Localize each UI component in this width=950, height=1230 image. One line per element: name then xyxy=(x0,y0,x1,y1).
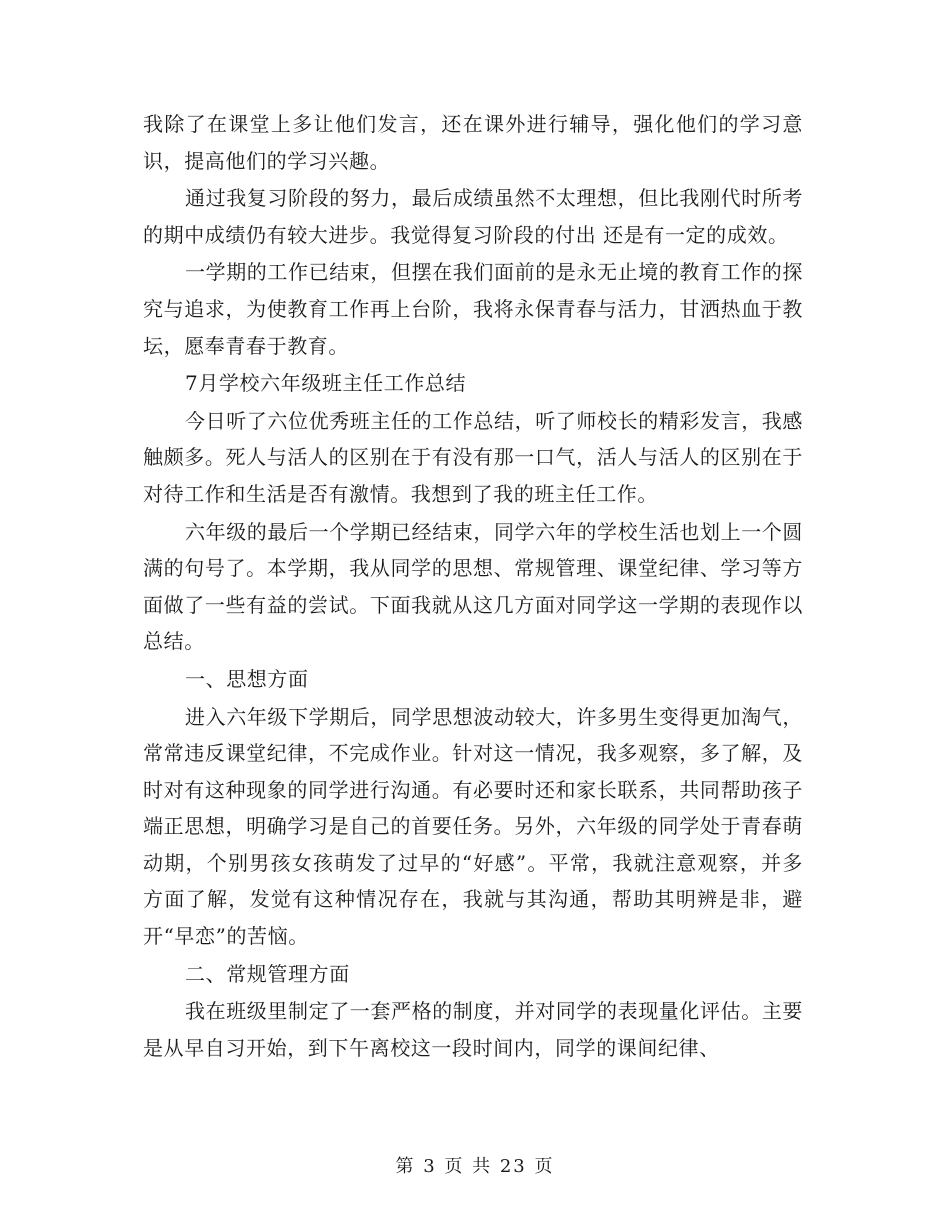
section-title: 7月学校六年级班主任工作总结 xyxy=(185,371,467,396)
paragraph-1: 我除了在课堂上多让他们发言，还在课外进行辅导，强化他们的学习意识，提高他们的学习兴趣。 xyxy=(143,112,803,173)
paragraph-8: 进入六年级下学期后，同学思想波动较大，许多男生变得更加淘气，常常违反课堂纪律，不完成作业。针对这一情况，我多观察，多了解，及时对有这种现象的同学进行沟通。有必要时还和家长联系，共同帮助孩子端正思想，明确学习是自己的首要任务。另外，六年级的同学处于青春萌动期，个别男孩女孩萌发了过早的“好感”。平常，我就注意观察，并多方面了解，发觉有这种情况存在，我就与其沟通，帮助其明辨是非，避开“早恋”的苦恼。 xyxy=(143,704,803,949)
paragraph-2: 通过我复习阶段的努力，最后成绩虽然不太理想，但比我刚代时所考的期中成绩仍有较大进步。我觉得复习阶段的付出 还是有一定的成效。 xyxy=(143,186,803,247)
paragraph-3: 一学期的工作已结束，但摆在我们面前的是永无止境的教育工作的探究与追求，为使教育工作再上台阶，我将永保青春与活力，甘洒热血于教坛，愿奉青春于教育。 xyxy=(143,260,803,358)
heading-thought: 一、思想方面 xyxy=(185,666,309,691)
heading-routine-management: 二、常规管理方面 xyxy=(185,961,350,986)
paragraph-6: 六年级的最后一个学期已经结束，同学六年的学校生活也划上一个圆满的句号了。本学期，我从同学的思想、常规管理、课堂纪律、学习等方面做了一些有益的尝试。下面我就从这几方面对同学这一学期的表现作以总结。 xyxy=(143,519,803,654)
paragraph-5: 今日听了六位优秀班主任的工作总结，听了师校长的精彩发言，我感触颇多。死人与活人的区别在于有没有那一口气，活人与活人的区别在于对待工作和生活是否有激情。我想到了我的班主任工作。 xyxy=(143,408,803,506)
paragraph-10: 我在班级里制定了一套严格的制度，并对同学的表现量化评估。主要是从早自习开始，到下午离校这一段时间内，同学的课间纪律、 xyxy=(143,999,803,1060)
document-body xyxy=(143,106,803,1067)
page-number-footer: 第 3 页 共 23 页 xyxy=(395,1156,555,1177)
